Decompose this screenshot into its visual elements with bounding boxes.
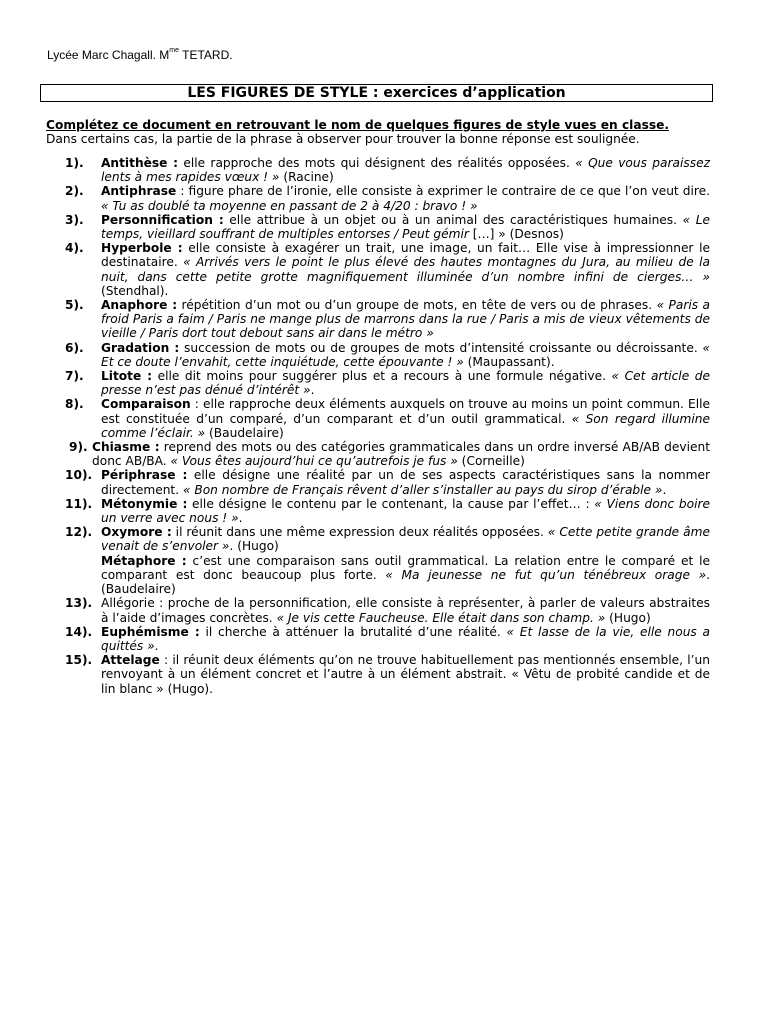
item-text: elle désigne une réalité par un de ses aspects caractéristiques sans la nommer directement. — [101, 468, 710, 497]
item-number: 10). — [65, 468, 93, 483]
item-source: (Racine) — [279, 170, 334, 185]
item-number: 2). — [65, 184, 84, 199]
item-quote: « Et ce doute l’envahit, cette inquiétude, cette épouvante ! » — [101, 340, 711, 369]
item-term: Périphrase : — [101, 468, 188, 483]
item-number: 8). — [65, 397, 84, 412]
item-text: elle désigne le contenu par le contenant, la cause par l’effet… : — [187, 496, 595, 511]
item-text: succession de mots ou de groupes de mots d’intensité croissante ou décroissante. — [179, 340, 703, 355]
item-number: 13). — [65, 596, 93, 611]
item-number: 12). — [65, 525, 93, 540]
item-quote: « Paris a froid Paris a faim / Paris ne mange plus de marrons dans la rue / Paris a mis de vieux vêtements de vieille / Paris dort tout debout sans air dans le métro » — [101, 298, 711, 341]
item-term: Litote : — [101, 369, 153, 384]
item-text: reprend des mots ou des catégories grammaticales dans un ordre inversé AB/AB devient donc AB/BA. — [92, 440, 710, 469]
item-number: 11). — [65, 496, 93, 511]
item-source: […] » (Desnos) — [468, 227, 564, 242]
item-number: 1). — [65, 156, 84, 170]
item-number: 6). — [65, 340, 84, 355]
item-term: Personnification : — [101, 212, 224, 227]
list-item — [46, 525, 710, 553]
page-title: LES FIGURES DE STYLE : exercices d’application — [40, 84, 713, 102]
header-school: Lycée Marc Chagall. M — [47, 48, 170, 62]
item-term: Antiphrase — [101, 184, 177, 199]
item-text: répétition d’un mot ou d’un groupe de mots, en tête de vers ou de phrases. — [177, 298, 657, 313]
list-item — [46, 468, 710, 496]
list-item — [46, 241, 710, 298]
list-item — [46, 213, 710, 241]
item-number: 4). — [65, 241, 84, 256]
list-item — [46, 397, 710, 440]
item-term: Oxymore : — [101, 525, 172, 540]
item-quote: « Et lasse de la vie, elle nous a quittés » — [101, 624, 710, 653]
list-item-metaphore — [46, 554, 710, 597]
item-quote: « Son regard illumine comme l’éclair. » — [101, 411, 710, 440]
item-source: . (Hugo) — [229, 539, 279, 554]
item-text: elle rapproche des mots qui désignent des réalités opposées. — [177, 156, 576, 170]
figures-list — [46, 156, 710, 696]
instructions-line2: Dans certains cas, la partie de la phrase à observer pour trouver la bonne réponse est soulignée. — [46, 132, 640, 146]
item-quote: « Arrivés vers le point le plus élevé des hautes montagnes du Jura, au milieu de la nuit, dans cette petite grotte magnifiquement illuminée d’un nombre infini de cierges… » — [101, 255, 710, 284]
item-quote: « Tu as doublé ta moyenne en passant de 2 à 4/20 : bravo ! » — [101, 198, 478, 213]
item-number: 3). — [65, 212, 84, 227]
item-text: il réunit dans une même expression deux réalités opposées. — [171, 525, 548, 540]
item-term: Métonymie : — [101, 496, 188, 511]
item-number: 7). — [65, 369, 84, 384]
item-quote: « Le temps, vieillard souffrant de multiples entorses / Peut gémir — [101, 212, 710, 242]
item-number: 15). — [65, 653, 93, 668]
item-term: Attelage — [101, 653, 160, 668]
list-item — [46, 653, 710, 696]
item-quote: « Viens donc boire un verre avec nous ! » — [101, 496, 710, 526]
item-term: Chiasme : — [92, 440, 160, 455]
item-quote: « Que vous paraissez lents à mes rapides vœux ! » — [101, 156, 710, 185]
item-quote: « Ma jeunesse ne fut qu’un ténébreux orage » — [385, 567, 707, 582]
list-item — [46, 341, 710, 369]
item-term: Gradation : — [101, 340, 180, 355]
item-text: elle attribue à un objet ou à un animal des caractéristiques humaines. — [223, 212, 683, 227]
item-quote: « Cet article de presse n’est pas dénué d’intérêt » — [101, 369, 710, 398]
item-source: (Corneille) — [457, 454, 525, 469]
item-source: (Hugo) — [605, 610, 651, 625]
item-source: . — [310, 383, 315, 398]
item-quote: « Cette petite grande âme venait de s’envoler » — [101, 525, 710, 554]
item-quote: « Vous êtes aujourd’hui ce qu’autrefois je fus » — [170, 454, 458, 469]
item-number: 5). — [65, 298, 84, 313]
item-term: Euphémisme : — [101, 624, 200, 639]
item-source: . — [662, 482, 667, 497]
item-source: . — [154, 638, 159, 653]
item-term: Métaphore : — [101, 553, 187, 568]
item-source: . — [238, 511, 243, 526]
header-teacher: TETARD. — [179, 48, 233, 62]
item-source: (Baudelaire) — [205, 425, 284, 440]
item-number: 14). — [65, 624, 93, 639]
header-superscript: me — [169, 47, 180, 54]
item-text: elle consiste à exagérer un trait, une image, un fait… Elle vise à impressionner le destinataire. — [101, 241, 710, 270]
item-text: : elle rapproche deux éléments auxquels on trouve au moins un point commun. Elle est constituée d’un comparé, d’un comparant et d’un outil grammatical. — [101, 397, 710, 426]
instructions-underlined: Complétez ce document en retrouvant le nom de quelques figures de style vues en classe. — [46, 118, 669, 132]
list-item — [46, 156, 710, 184]
item-source: . (Baudelaire) — [101, 567, 711, 597]
item-source: (Maupassant). — [463, 354, 555, 369]
item-term: Antithèse : — [101, 156, 178, 170]
item-source: (Stendhal). — [101, 283, 169, 298]
list-item — [46, 497, 710, 525]
instructions — [46, 118, 710, 146]
item-term: Hyperbole : — [101, 241, 183, 256]
list-item — [46, 596, 710, 624]
item-text: Allégorie : proche de la personnification, elle consiste à représenter, à parler de valeurs abstraites à l’aide d’images concrètes. — [101, 596, 710, 625]
item-text: elle dit moins pour suggérer plus et a recours à une formule négative. — [152, 369, 612, 384]
header-line — [47, 48, 233, 62]
item-text: : il réunit deux éléments qu’on ne trouve habituellement pas mentionnés ensemble, l’un renvoyant à un élément concret et l’autre à un élément abstrait. « Vêtu de probité candide et de lin blanc » (Hugo). — [101, 653, 710, 696]
list-item — [46, 440, 710, 468]
item-quote: « Je vis cette Faucheuse. Elle était dans son champ. » — [276, 610, 606, 625]
item-text: : figure phare de l’ironie, elle consiste à exprimer le contraire de ce que l’on veut dire. — [176, 184, 710, 199]
item-number: 9). — [69, 440, 88, 455]
list-item — [46, 369, 710, 397]
list-item — [46, 625, 710, 653]
item-term: Anaphore : — [101, 298, 178, 313]
list-item — [46, 184, 710, 212]
item-text: c’est une comparaison sans outil grammatical. La relation entre le comparé et le comparant est donc beaucoup plus forte. — [101, 553, 710, 582]
item-text: il cherche à atténuer la brutalité d’une réalité. — [199, 624, 507, 639]
list-item — [46, 298, 710, 341]
item-quote: « Bon nombre de Français rêvent d’aller s’installer au pays du sirop d’érable » — [182, 482, 663, 497]
item-term: Comparaison — [101, 397, 191, 412]
